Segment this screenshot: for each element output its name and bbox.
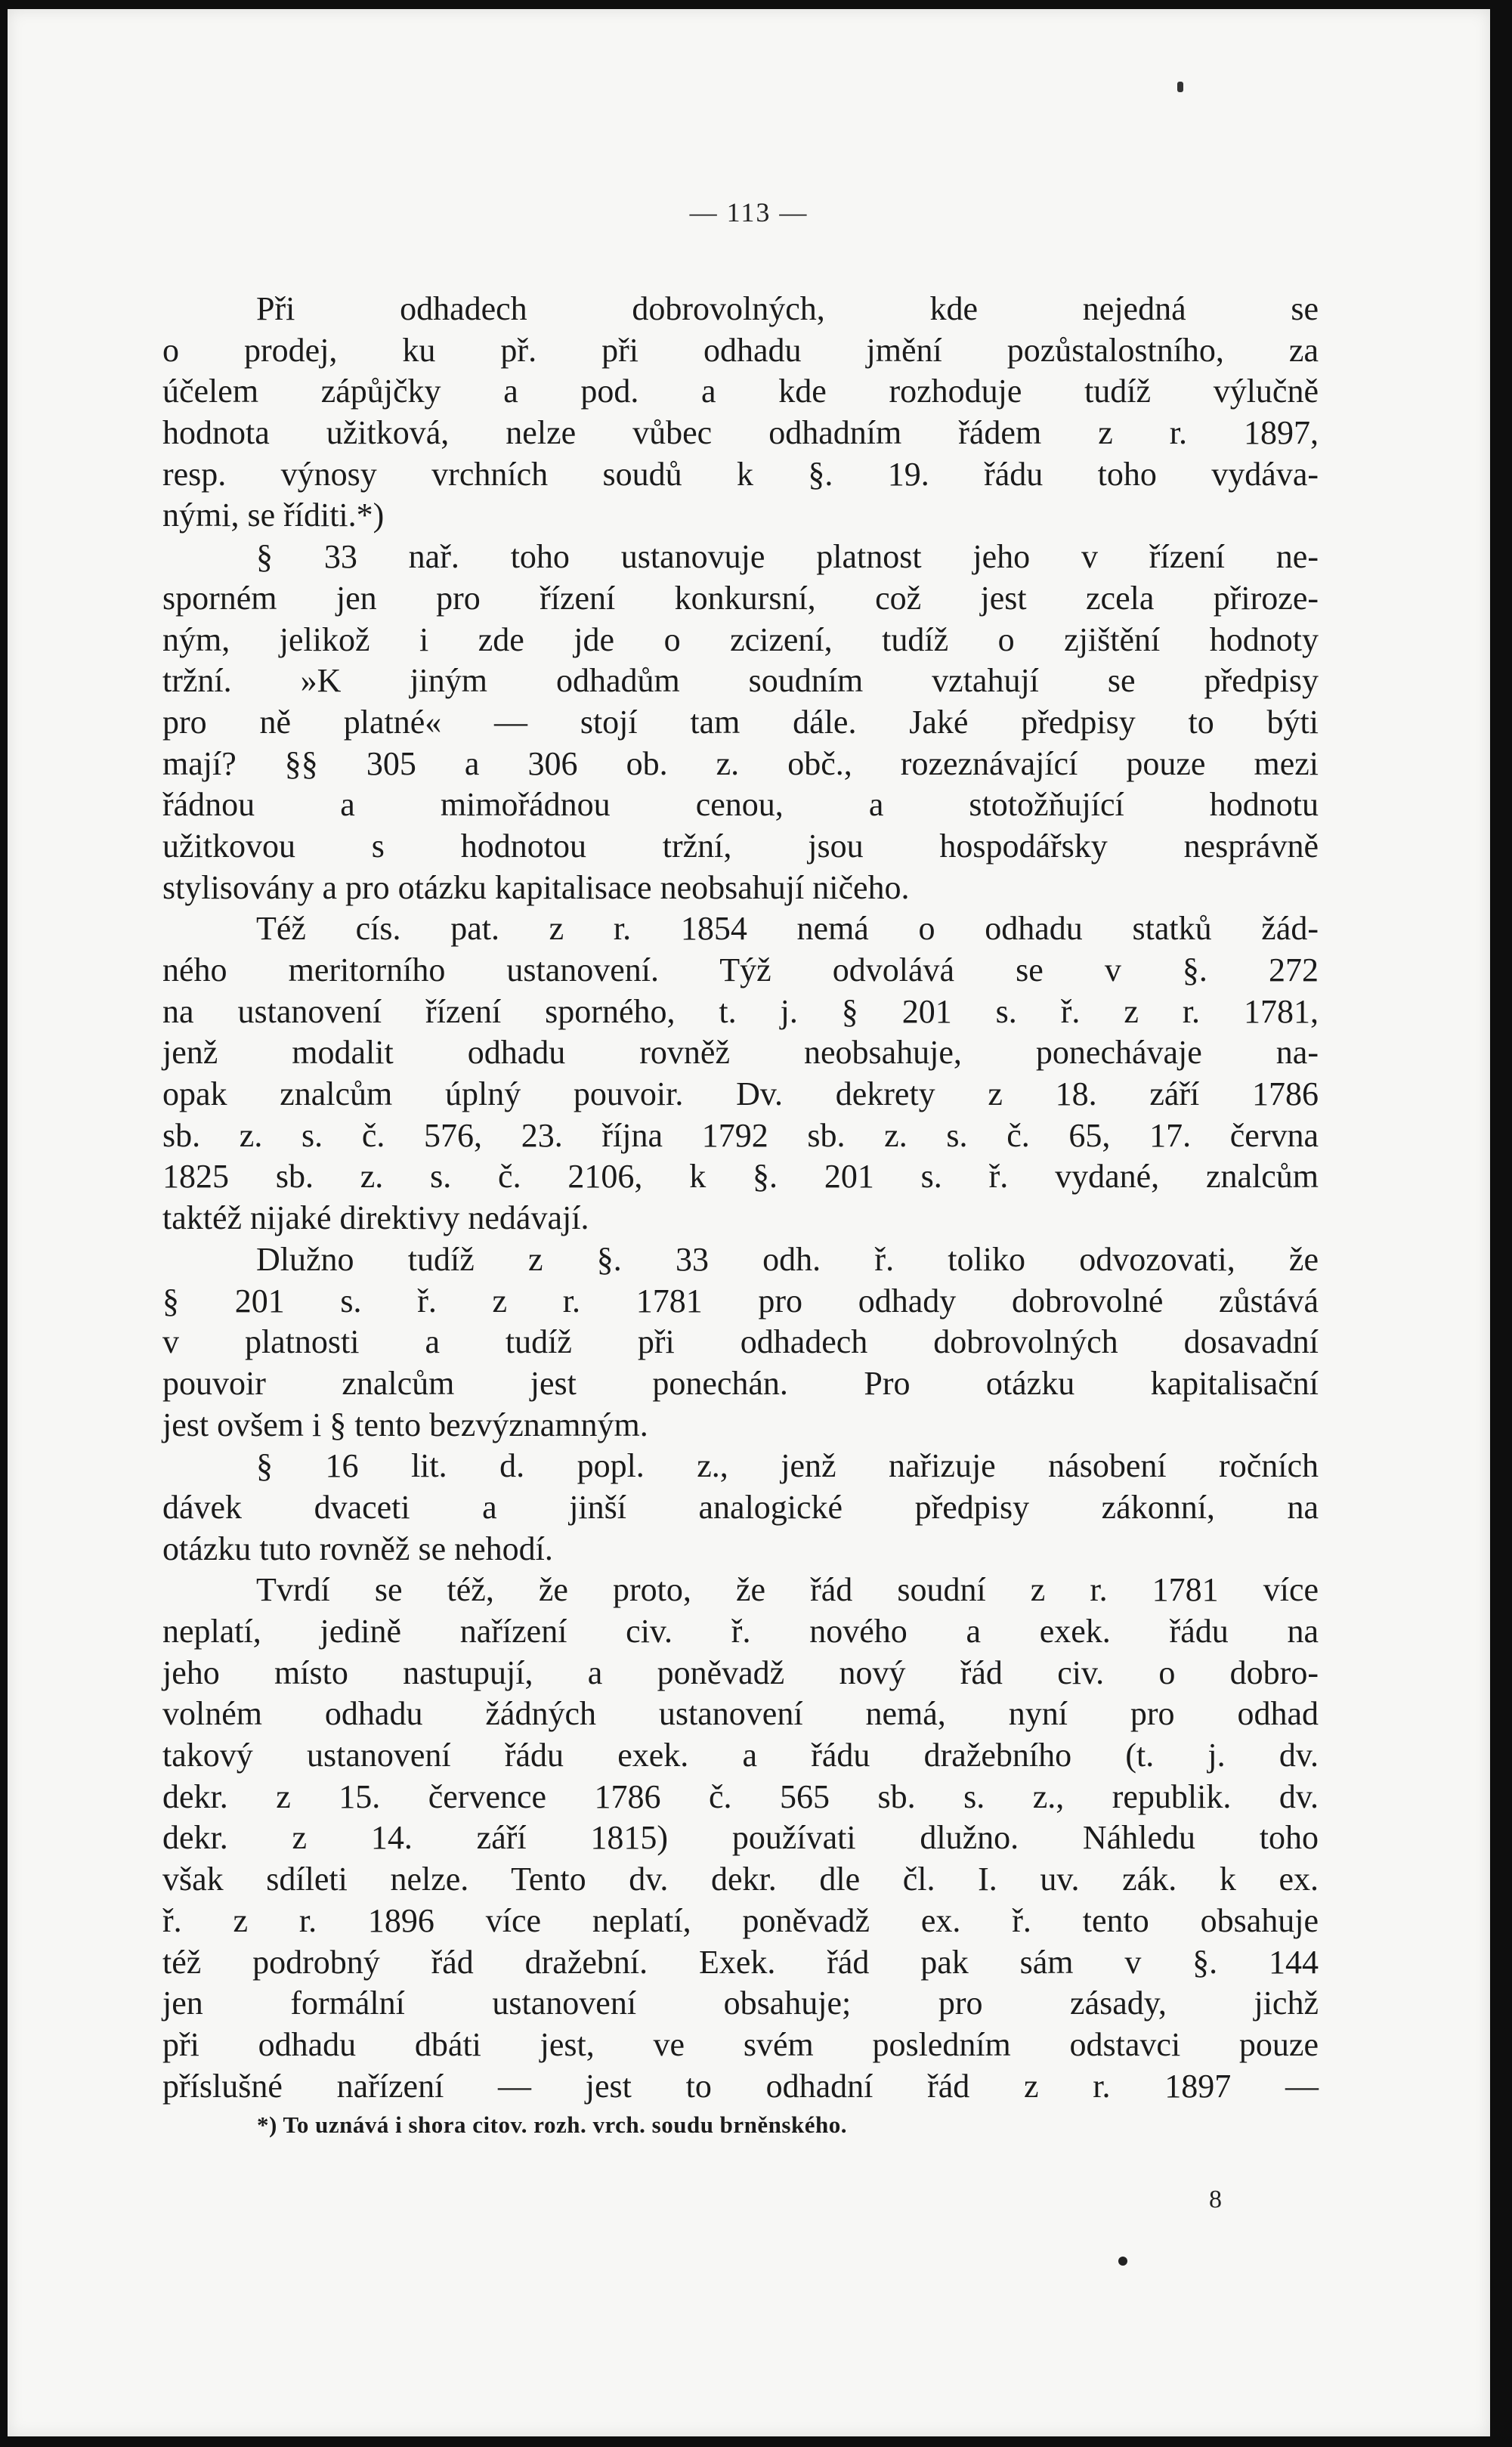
text-line: Tvrdí se též, že proto, že řád soudní z r. 1781 více bbox=[256, 1571, 1319, 1609]
text-line: pro ně platné« — stojí tam dále. Jaké předpisy to býti bbox=[162, 703, 1319, 741]
text-line: však sdíleti nelze. Tento dv. dekr. dle čl. I. uv. zák. k ex. bbox=[162, 1861, 1319, 1898]
text-line: takový ustanovení řádu exek. a řádu dražebního (t. j. dv. bbox=[162, 1737, 1319, 1774]
text-line: dekr. z 14. září 1815) používati dlužno. Náhledu toho bbox=[162, 1819, 1319, 1857]
text-line: o prodej, ku př. při odhadu jmění pozůstalostního, za bbox=[162, 331, 1319, 369]
text-line: na ustanovení řízení sporného, t. j. § 201 s. ř. z r. 1781, bbox=[162, 992, 1319, 1030]
text-line: dávek dvaceti a jinší analogické předpisy zákonní, na bbox=[162, 1488, 1319, 1526]
text-line: volném odhadu žádných ustanovení nemá, nyní pro odhad bbox=[162, 1695, 1319, 1733]
book-page bbox=[8, 9, 1490, 2436]
signature-mark: 8 bbox=[1209, 2186, 1222, 2213]
text-line: též podrobný řád dražební. Exek. řád pak sám v §. 144 bbox=[162, 1943, 1319, 1981]
text-line: sb. z. s. č. 576, 23. října 1792 sb. z. s. č. 65, 17. června bbox=[162, 1116, 1319, 1154]
page-number: — 113 — bbox=[689, 197, 809, 227]
text-line: dekr. z 15. července 1786 č. 565 sb. s. z., republik. dv. bbox=[162, 1777, 1319, 1815]
body-text bbox=[162, 289, 1319, 2107]
text-line: ř. z r. 1896 více neplatí, poněvadž ex. ř. tento obsahuje bbox=[162, 1901, 1319, 1939]
text-line: v platnosti a tudíž při odhadech dobrovolných dosavadní bbox=[162, 1323, 1319, 1361]
text-line: při odhadu dbáti jest, ve svém posledním odstavci pouze bbox=[162, 2025, 1319, 2063]
text-line: resp. výnosy vrchních soudů k §. 19. řádu toho vydáva- bbox=[162, 455, 1319, 493]
text-line: § 201 s. ř. z r. 1781 pro odhady dobrovolné zůstává bbox=[162, 1282, 1319, 1319]
text-line: jenž modalit odhadu rovněž neobsahuje, ponechávaje na- bbox=[162, 1034, 1319, 1072]
text-line: Dlužno tudíž z §. 33 odh. ř. toliko odvozovati, že bbox=[256, 1240, 1319, 1278]
text-line: taktéž nijaké direktivy nedávají. bbox=[162, 1199, 589, 1237]
text-line: neplatí, jedině nařízení civ. ř. nového a exek. řádu na bbox=[162, 1613, 1319, 1650]
text-line: mají? §§ 305 a 306 ob. z. obč., rozeznávající pouze mezi bbox=[162, 744, 1319, 782]
text-line: Též cís. pat. z r. 1854 nemá o odhadu statků žád- bbox=[256, 910, 1319, 948]
print-speck bbox=[1177, 82, 1183, 92]
text-line: 1825 sb. z. s. č. 2106, k §. 201 s. ř. vydané, znalcům bbox=[162, 1158, 1319, 1196]
text-line: otázku tuto rovněž se nehodí. bbox=[162, 1530, 553, 1567]
text-line: sporném jen pro řízení konkursní, což jest zcela přiroze- bbox=[162, 579, 1319, 617]
text-line: ným, jelikož i zde jde o zcizení, tudíž o zjištění hodnoty bbox=[162, 620, 1319, 658]
text-line: ného meritorního ustanovení. Týž odvolává se v §. 272 bbox=[162, 951, 1319, 988]
text-line: příslušné nařízení — jest to odhadní řád z r. 1897 — bbox=[162, 2067, 1319, 2105]
text-line: jest ovšem i § tento bezvýznamným. bbox=[162, 1406, 648, 1443]
text-line: jeho místo nastupují, a poněvadž nový řád civ. o dobro- bbox=[162, 1654, 1319, 1691]
text-line: opak znalcům úplný pouvoir. Dv. dekrety z 18. září 1786 bbox=[162, 1075, 1319, 1113]
text-line: pouvoir znalcům jest ponechán. Pro otázku kapitalisační bbox=[162, 1364, 1319, 1402]
text-line: užitkovou s hodnotou tržní, jsou hospodářsky nesprávně bbox=[162, 827, 1319, 865]
text-line: řádnou a mimořádnou cenou, a stotožňující hodnotu bbox=[162, 786, 1319, 824]
text-line: stylisovány a pro otázku kapitalisace neobsahují ničeho. bbox=[162, 868, 910, 906]
footnote: *) To uznává i shora citov. rozh. vrch. soudu brněnského. bbox=[257, 2111, 847, 2138]
text-line: účelem zápůjčky a pod. a kde rozhoduje tudíž výlučně bbox=[162, 373, 1319, 410]
text-line: hodnota užitková, nelze vůbec odhadním řádem z r. 1897, bbox=[162, 414, 1319, 452]
text-line: § 33 nař. toho ustanovuje platnost jeho v řízení ne- bbox=[256, 538, 1319, 576]
text-line: jen formální ustanovení obsahuje; pro zásady, jichž bbox=[162, 1985, 1319, 2022]
text-line: Při odhadech dobrovolných, kde nejedná se bbox=[256, 290, 1319, 327]
text-line: tržní. »K jiným odhadům soudním vztahují se předpisy bbox=[162, 662, 1319, 700]
print-dot bbox=[1118, 2257, 1127, 2266]
text-line: nými, se říditi.*) bbox=[162, 497, 385, 534]
text-line: § 16 lit. d. popl. z., jenž nařizuje násobení ročních bbox=[256, 1447, 1319, 1485]
